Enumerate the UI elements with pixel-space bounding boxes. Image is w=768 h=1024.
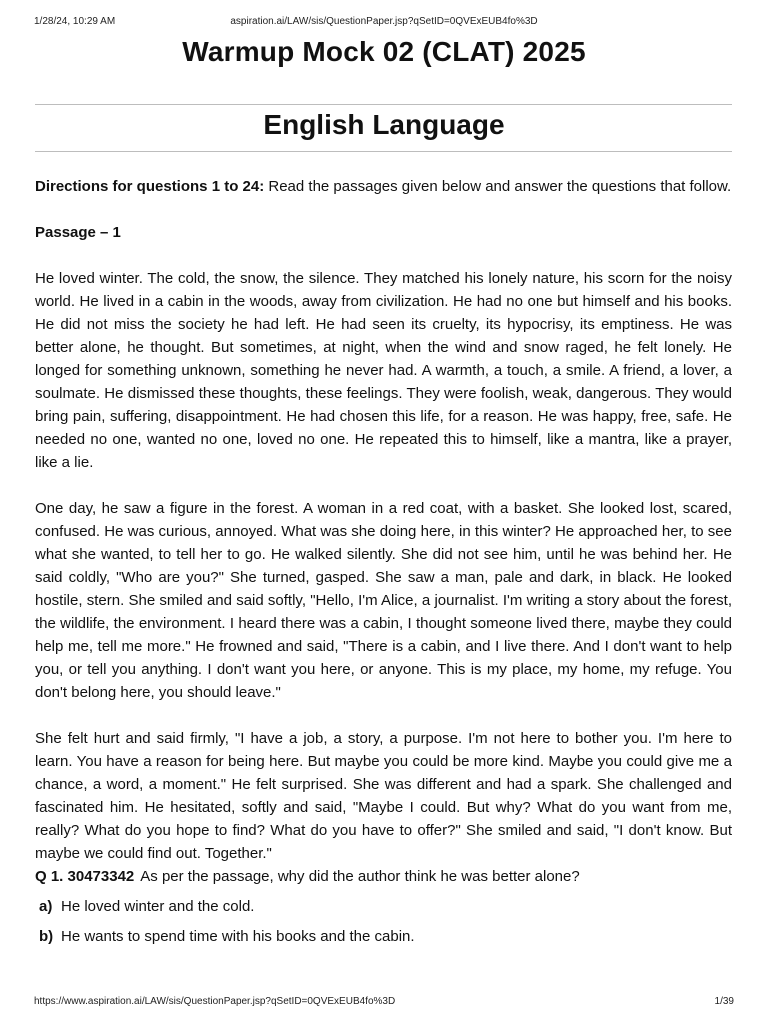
passage-paragraph: She felt hurt and said firmly, "I have a job, a story, a purpose. I'm not here to bother you. I'm here to learn. You have a reason for being here. But maybe you could be more kind. Maybe you could give me a chance, a word, a moment." He felt surprised. She was different and had a spark. She challenged and fascinated him. He hesitated, softly and said, "Maybe I could. But why? What do you want from me, really? What do you hope to find? What do you have to offer?" She smiled and said, "I don't know. But maybe we could find out. Together.": [35, 730, 732, 862]
print-header-url: aspiration.ai/LAW/sis/QuestionPaper.jsp?qSetID=0QVExEUB4fo%3D: [230, 16, 538, 27]
print-datetime: 1/28/24, 10:29 AM: [34, 16, 116, 27]
print-header: [34, 16, 734, 30]
option-letter: b): [39, 928, 54, 945]
paper-title: Warmup Mock 02 (CLAT) 2025: [182, 36, 586, 67]
page-number: 1/39: [714, 996, 734, 1007]
section-title: English Language: [263, 109, 505, 140]
option-a[interactable]: [35, 895, 732, 918]
question: [35, 865, 732, 888]
directions-label: Directions for questions 1 to 24:: [35, 178, 265, 195]
option-letter: a): [39, 898, 53, 915]
question-number: Q 1. 30473342: [35, 868, 135, 885]
section-divider: [35, 151, 732, 152]
passage-title: Passage – 1: [35, 224, 121, 241]
directions: [35, 175, 732, 198]
question-text: As per the passage, why did the author think he was better alone?: [140, 868, 580, 885]
directions-text: Read the passages given below and answer the questions that follow.: [264, 178, 732, 195]
passage-paragraph: He loved winter. The cold, the snow, the silence. They matched his lonely nature, his scorn for the noisy world. He lived in a cabin in the woods, away from civilization. He had no one but himself and his books. He did not miss the society he had left. He had seen its cruelty, its hypocrisy, its emptiness. He was better alone, he thought. But sometimes, at night, when the wind and snow raged, he felt lonely. He longed for something unknown, something he never had. A warmth, a touch, a smile. A friend, a lover, a soulmate. He dismissed these thoughts, these feelings. They were foolish, weak, dangerous. They would bring pain, suffering, disappointment. He had chosen this life, for a reason. He was happy, free, safe. He needed no one, wanted no one, loved no one. He repeated this to himself, like a mantra, like a prayer, like a lie.: [35, 270, 732, 471]
print-footer-url: https://www.aspiration.ai/LAW/sis/QuestionPaper.jsp?qSetID=0QVExEUB4fo%3D: [34, 996, 396, 1007]
option-text: He wants to spend time with his books and the cabin.: [61, 928, 415, 945]
option-b[interactable]: [35, 925, 732, 948]
print-footer: [34, 996, 734, 1010]
title-divider: [35, 104, 732, 105]
passage-paragraph: One day, he saw a figure in the forest. A woman in a red coat, with a basket. She looked lost, scared, confused. He was curious, annoyed. What was she doing here, in this winter? He approached her, to see what she wanted, to tell her to go. He walked silently. She did not see him, until he was behind her. He said coldly, "Who are you?" She turned, gasped. She saw a man, pale and dark, in black. He looked hostile, stern. She smiled and said softly, "Hello, I'm Alice, a journalist. I'm writing a story about the forest, the wildlife, the environment. I heard there was a cabin, I thought someone lived there, maybe they could help me, tell me more." He frowned and said, "There is a cabin, and I live there. And I don't want to help you, or tell you anything. I don't want you here, or anyone. This is my place, my home, my refuge. You don't belong here, you should leave.": [35, 500, 732, 701]
question-paper-content: [35, 175, 732, 948]
option-text: He loved winter and the cold.: [61, 898, 255, 915]
